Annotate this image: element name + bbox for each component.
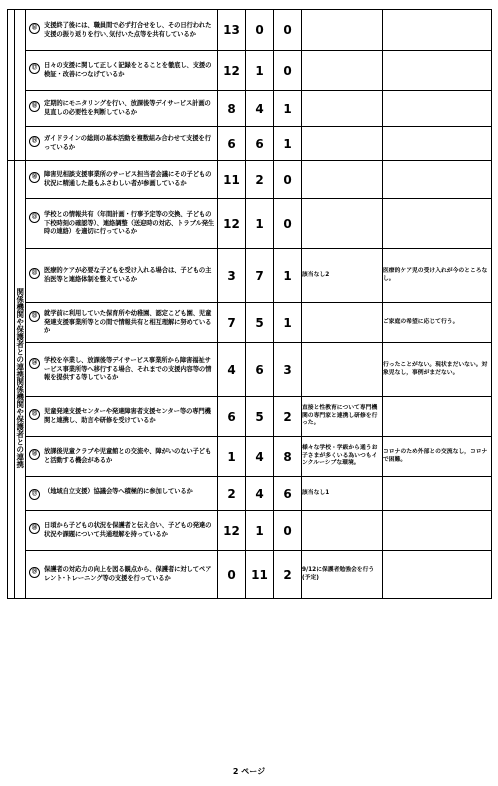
question-text: 放課後児童クラブや児童館との交流や、障がいのない子どもと活動する機会があるか — [44, 448, 212, 464]
count-yes: 8 — [218, 91, 246, 127]
comment-cell — [302, 51, 383, 91]
item-number: ㉓ — [29, 311, 40, 322]
category-cell — [8, 161, 15, 599]
response-cell — [383, 10, 492, 51]
count-no: 8 — [274, 437, 302, 477]
comment-cell — [302, 343, 383, 397]
question-cell — [26, 161, 218, 199]
question-text: 日頃から子どもの状況を保護者と伝え合い、子どもの発達の状況や課題について共通理解を持っているか — [44, 522, 212, 538]
count-yes: 3 — [218, 249, 246, 303]
response-cell: 行ったことがない。現状まだいない。対象児なし，事例がまだない。 — [383, 343, 492, 397]
count-no: 0 — [274, 511, 302, 551]
comment-cell — [302, 10, 383, 51]
question-cell — [26, 477, 218, 511]
response-cell — [383, 127, 492, 161]
evaluation-table — [7, 9, 492, 599]
comment-cell: 様々な学校・学級から通うお子さまが多くいる為いつもインクルーシブな環境。 — [302, 437, 383, 477]
question-text: （地域自立支援）協議会等へ積極的に参加しているか — [44, 488, 193, 495]
category-cell — [8, 10, 15, 161]
response-cell — [383, 551, 492, 599]
count-yes: 0 — [218, 551, 246, 599]
response-cell — [383, 397, 492, 437]
table-row — [8, 511, 492, 551]
table-row — [8, 477, 492, 511]
count-yes: 6 — [218, 127, 246, 161]
count-neither: 1 — [246, 51, 274, 91]
count-yes: 12 — [218, 199, 246, 249]
count-yes: 12 — [218, 511, 246, 551]
count-neither: 4 — [246, 437, 274, 477]
count-no: 1 — [274, 91, 302, 127]
count-yes: 13 — [218, 10, 246, 51]
comment-cell — [302, 91, 383, 127]
question-text: 学校を卒業し、放課後等デイサービス事業所から障害福祉サービス事業所等へ移行する場合、それまでの支援内容等の情報を提供する等しているか — [44, 356, 212, 382]
question-cell — [26, 249, 218, 303]
item-number: ⑳ — [29, 172, 40, 183]
response-cell — [383, 91, 492, 127]
count-no: 0 — [274, 10, 302, 51]
count-neither: 4 — [246, 91, 274, 127]
question-cell — [26, 437, 218, 477]
comment-cell — [302, 161, 383, 199]
comment-cell: 該当なし2 — [302, 249, 383, 303]
question-cell — [26, 397, 218, 437]
response-cell: ご家庭の希望に応じて行う。 — [383, 303, 492, 343]
item-number: ⑲ — [29, 136, 40, 147]
table-row — [8, 551, 492, 599]
section-blank-cell — [15, 10, 26, 161]
response-cell: コロナのため外部との交流なし，コロナで困難。 — [383, 437, 492, 477]
table-row — [8, 10, 492, 51]
count-no: 1 — [274, 249, 302, 303]
table-row — [8, 199, 492, 249]
count-no: 0 — [274, 51, 302, 91]
item-number: ⑰ — [29, 63, 40, 74]
table-row — [8, 51, 492, 91]
count-yes: 6 — [218, 397, 246, 437]
response-cell — [383, 511, 492, 551]
table-row — [8, 91, 492, 127]
count-neither: 5 — [246, 397, 274, 437]
response-cell — [383, 199, 492, 249]
item-number: ㉔ — [29, 358, 40, 369]
count-no: 1 — [274, 303, 302, 343]
count-neither: 0 — [246, 10, 274, 51]
item-number: ㉑ — [29, 212, 40, 223]
item-number: ㉕ — [29, 409, 40, 420]
table-row — [8, 161, 492, 199]
count-no: 2 — [274, 397, 302, 437]
response-cell — [383, 161, 492, 199]
count-yes: 11 — [218, 161, 246, 199]
page-number: 2 ページ — [232, 767, 266, 776]
question-text: 児童発達支援センターや発達障害者支援センター等の専門機関と連携し、助言や研修を受けているか — [44, 408, 211, 424]
count-yes: 1 — [218, 437, 246, 477]
count-neither: 7 — [246, 249, 274, 303]
item-number: ⑯ — [29, 23, 40, 34]
count-neither: 4 — [246, 477, 274, 511]
question-text: 医療的ケアが必要な子どもを受け入れる場合は、子どもの主治医等と連絡体制を整えているか — [44, 267, 212, 283]
question-text: 日々の支援に関して正しく記録をとることを徹底し、支援の検証・改善につなげているか — [44, 62, 212, 78]
item-number: ㉘ — [29, 523, 40, 534]
item-number: ㉙ — [29, 567, 40, 578]
comment-cell: 該当なし1 — [302, 477, 383, 511]
count-no: 3 — [274, 343, 302, 397]
comment-cell — [302, 303, 383, 343]
table-row — [8, 437, 492, 477]
table-row — [8, 397, 492, 437]
count-no: 2 — [274, 551, 302, 599]
comment-cell — [302, 127, 383, 161]
table-row — [8, 249, 492, 303]
question-cell — [26, 199, 218, 249]
response-cell — [383, 477, 492, 511]
count-no: 0 — [274, 161, 302, 199]
item-number: ㉒ — [29, 268, 40, 279]
question-text: 定期的にモニタリングを行い、放課後等デイサービス計画の見直しの必要性を判断しているか — [44, 100, 211, 116]
question-cell — [26, 511, 218, 551]
count-no: 0 — [274, 199, 302, 249]
question-cell — [26, 127, 218, 161]
table-row — [8, 127, 492, 161]
comment-cell: 直接と性教育について専門機関の専門家と連携し研修を行った。 — [302, 397, 383, 437]
count-neither: 1 — [246, 199, 274, 249]
question-text: 就学前に利用していた保育所や幼稚園、認定こども園、児童発達支援事業所等との間で情報共有と相互理解に努めているか — [44, 309, 212, 335]
response-cell: 医療的ケア児の受け入れが今のところなし。 — [383, 249, 492, 303]
section-label-cell — [15, 161, 26, 599]
count-neither: 6 — [246, 127, 274, 161]
table-row — [8, 303, 492, 343]
question-cell — [26, 91, 218, 127]
count-yes: 4 — [218, 343, 246, 397]
question-text: 支援終了後には、職員間で必ず打合せをし、その日行われた支援の振り返りを行い､気付いた点等を共有しているか — [44, 21, 212, 38]
question-cell — [26, 10, 218, 51]
question-cell — [26, 551, 218, 599]
question-text: 保護者の対応力の向上を図る観点から、保護者に対してペアレント･トレーニング等の支援を行っているか — [44, 566, 212, 582]
count-no: 1 — [274, 127, 302, 161]
count-neither: 11 — [246, 551, 274, 599]
section-label: 関係機関や保護者との連携関係機関や保護者との連携 — [15, 287, 25, 468]
item-number: ㉖ — [29, 449, 40, 460]
item-number: ㉗ — [29, 489, 40, 500]
question-text: 障害児相談支援事業所のサービス担当者会議にその子どもの状況に精通した最もふさわしい者が参画しているか — [44, 171, 212, 187]
comment-cell — [302, 199, 383, 249]
item-number: ⑱ — [29, 101, 40, 112]
question-cell — [26, 343, 218, 397]
count-neither: 6 — [246, 343, 274, 397]
question-text: 学校との情報共有（年間計画・行事予定等の交換、子どもの下校時刻の確認等）、連絡調整（送迎時の対応、トラブル発生時の連絡）を適切に行っているか — [44, 210, 215, 236]
response-cell — [383, 51, 492, 91]
question-cell — [26, 51, 218, 91]
count-neither: 1 — [246, 511, 274, 551]
question-cell — [26, 303, 218, 343]
count-yes: 7 — [218, 303, 246, 343]
comment-cell: 9/12に保護者勉強会を行う(予定) — [302, 551, 383, 599]
count-neither: 5 — [246, 303, 274, 343]
table-row — [8, 343, 492, 397]
count-no: 6 — [274, 477, 302, 511]
count-yes: 2 — [218, 477, 246, 511]
comment-cell — [302, 511, 383, 551]
question-text: ガイドラインの総則の基本活動を複数組み合わせて支援を行っているか — [44, 135, 211, 151]
count-yes: 12 — [218, 51, 246, 91]
count-neither: 2 — [246, 161, 274, 199]
